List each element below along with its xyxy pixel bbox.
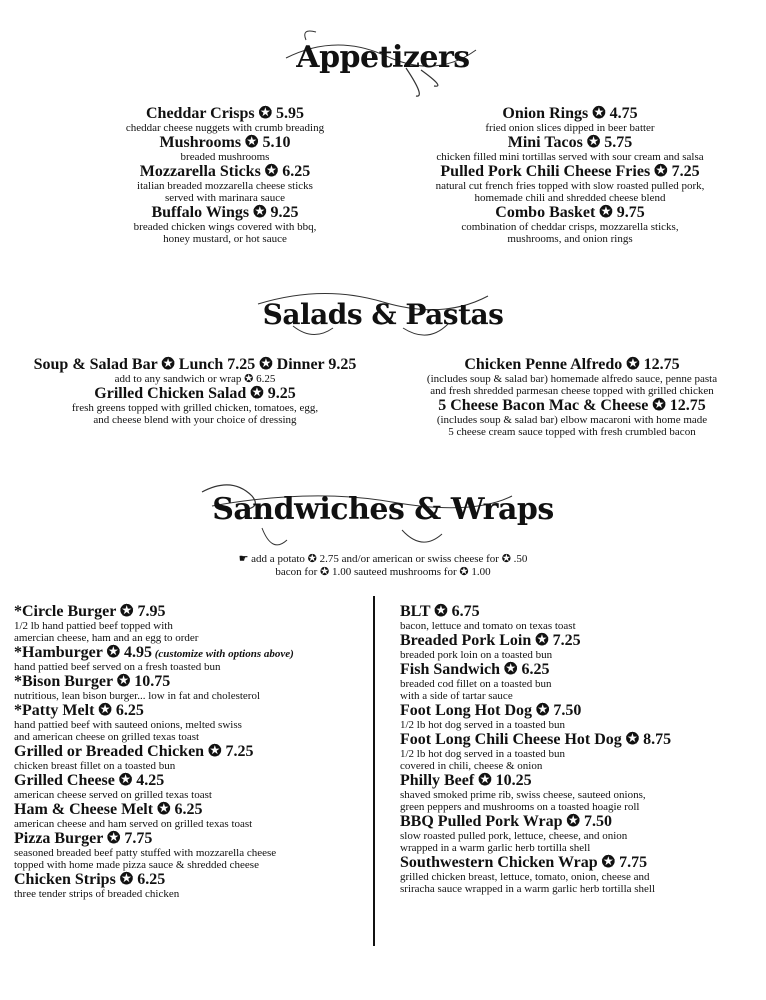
- item-name: Ham & Cheese Melt ✪ 6.25: [14, 801, 203, 818]
- item-name: Breaded Pork Loin ✪ 7.25: [400, 632, 581, 649]
- item-desc: fresh greens topped with grilled chicken, tomatoes, egg, and cheese blend with your choice of dressing: [71, 402, 319, 426]
- item-name: 5 Cheese Bacon Mac & Cheese ✪ 12.75: [438, 397, 706, 414]
- item-name: Grilled Cheese ✪ 4.25: [14, 772, 165, 789]
- item-name: *Patty Melt ✪ 6.25: [14, 702, 144, 719]
- menu-item: [395, 163, 745, 204]
- item-desc: nutritious, lean bison burger... low in fat and cholesterol: [14, 690, 261, 702]
- menu-item: [400, 813, 750, 854]
- menu-item: [400, 603, 750, 632]
- menu-item: [14, 830, 364, 871]
- menu-item: [400, 731, 750, 772]
- item-name: Foot Long Hot Dog ✪ 7.50: [400, 702, 582, 719]
- appetizers-left-column: [75, 105, 375, 245]
- menu-item: [400, 854, 750, 895]
- appetizers-right-column: [395, 105, 745, 245]
- item-desc: italian breaded mozzarella cheese sticks served with marinara sauce: [137, 180, 313, 204]
- item-desc: shaved smoked prime rib, swiss cheese, sauteed onions, green peppers and mushrooms on a toasted hoagie roll: [400, 789, 646, 813]
- item-desc: breaded pork loin on a toasted bun: [400, 649, 553, 661]
- item-name: *Circle Burger ✪ 7.95: [14, 603, 166, 620]
- item-desc: hand pattied beef with sauteed onions, melted swiss and american cheese on grilled texas toast: [14, 719, 242, 743]
- salads-heading: Salads & Pastas: [0, 298, 766, 331]
- item-name: BBQ Pulled Pork Wrap ✪ 7.50: [400, 813, 612, 830]
- salads-right-column: [392, 356, 752, 438]
- item-name: Pizza Burger ✪ 7.75: [14, 830, 153, 847]
- item-name: Grilled Chicken Salad ✪ 9.25: [94, 385, 296, 402]
- item-desc: (includes soup & salad bar) elbow macaroni with home made 5 cheese cream sauce topped with fresh crumbled bacon: [436, 414, 708, 438]
- item-name: Philly Beef ✪ 10.25: [400, 772, 532, 789]
- item-desc: breaded chicken wings covered with bbq, honey mustard, or hot sauce: [133, 221, 317, 245]
- item-desc: combination of cheddar crisps, mozzarella sticks, mushrooms, and onion rings: [461, 221, 679, 245]
- item-desc: cheddar cheese nuggets with crumb breading: [125, 122, 325, 134]
- item-desc: breaded mushrooms: [180, 151, 270, 163]
- menu-item: [14, 801, 364, 830]
- menu-item: [75, 134, 375, 163]
- item-desc: 1/2 lb hand pattied beef topped with amercian cheese, ham and an egg to order: [14, 620, 199, 644]
- item-desc: (includes soup & salad bar) homemade alfredo sauce, penne pasta and fresh shredded parmesan cheese topped with grilled chicken: [426, 373, 718, 397]
- menu-item: [10, 385, 380, 426]
- menu-item: [75, 204, 375, 245]
- menu-item: [400, 661, 750, 702]
- menu-item: [14, 644, 364, 673]
- item-name: Chicken Penne Alfredo ✪ 12.75: [464, 356, 680, 373]
- item-desc: american cheese and ham served on grilled texas toast: [14, 818, 253, 830]
- salads-left-column: [10, 356, 380, 426]
- menu-item: [75, 163, 375, 204]
- menu-item: [392, 397, 752, 438]
- item-name: Pulled Pork Chili Cheese Fries ✪ 7.25: [440, 163, 700, 180]
- item-name: Fish Sandwich ✪ 6.25: [400, 661, 550, 678]
- sandwiches-left-column: [14, 603, 364, 900]
- item-desc: seasoned breaded beef patty stuffed with mozzarella cheese topped with home made pizza sauce & shredded cheese: [14, 847, 277, 871]
- menu-item: [75, 105, 375, 134]
- item-desc: 1/2 lb hot dog served in a toasted bun covered in chili, cheese & onion: [400, 748, 565, 772]
- menu-item: [10, 356, 380, 385]
- item-name: BLT ✪ 6.75: [400, 603, 480, 620]
- item-name: Mushrooms ✪ 5.10: [159, 134, 291, 151]
- item-desc: chicken filled mini tortillas served with sour cream and salsa: [436, 151, 704, 163]
- item-desc: add to any sandwich or wrap ✪ 6.25: [114, 373, 276, 385]
- item-desc: fried onion slices dipped in beer batter: [485, 122, 655, 134]
- item-desc: three tender strips of breaded chicken: [14, 888, 180, 900]
- item-desc: 1/2 lb hot dog served in a toasted bun: [400, 719, 565, 731]
- item-name: Grilled or Breaded Chicken ✪ 7.25: [14, 743, 254, 760]
- menu-item: [395, 134, 745, 163]
- item-name: [14, 644, 364, 661]
- menu-item: [400, 632, 750, 661]
- item-name: Chicken Strips ✪ 6.25: [14, 871, 166, 888]
- item-name: Foot Long Chili Cheese Hot Dog ✪ 8.75: [400, 731, 672, 748]
- item-desc: bacon, lettuce and tomato on texas toast: [400, 620, 576, 632]
- column-divider: [373, 596, 375, 946]
- menu-item: [392, 356, 752, 397]
- item-desc: natural cut french fries topped with slow roasted pulled pork, homemade chili and shredded cheese blend: [435, 180, 705, 204]
- menu-item: [395, 204, 745, 245]
- item-name: Southwestern Chicken Wrap ✪ 7.75: [400, 854, 648, 871]
- item-desc: american cheese served on grilled texas toast: [14, 789, 212, 801]
- item-name: Onion Rings ✪ 4.75: [502, 105, 638, 122]
- menu-item: [14, 603, 364, 644]
- item-desc: grilled chicken breast, lettuce, tomato, onion, cheese and sriracha sauce wrapped in a warm garlic herb tortilla shell: [400, 871, 656, 895]
- item-name: *Bison Burger ✪ 10.75: [14, 673, 171, 690]
- addon-note-line1: ☛ add a potato ✪ 2.75 and/or american or swiss cheese for ✪ .50: [238, 553, 528, 565]
- menu-item: [395, 105, 745, 134]
- menu-item: [14, 772, 364, 801]
- menu-item: [14, 743, 364, 772]
- item-name: Soup & Salad Bar ✪ Lunch 7.25 ✪ Dinner 9.25: [33, 356, 357, 373]
- item-name: Mini Tacos ✪ 5.75: [507, 134, 633, 151]
- item-desc: chicken breast fillet on a toasted bun: [14, 760, 176, 772]
- item-desc: slow roasted pulled pork, lettuce, cheese, and onion wrapped in a warm garlic herb tortilla shell: [400, 830, 628, 854]
- menu-item: [14, 702, 364, 743]
- menu-item: [14, 871, 364, 900]
- item-name: Buffalo Wings ✪ 9.25: [151, 204, 299, 221]
- item-desc: breaded cod fillet on a toasted bun with a side of tartar sauce: [400, 678, 552, 702]
- item-name: Cheddar Crisps ✪ 5.95: [145, 105, 305, 122]
- menu-item: [400, 702, 750, 731]
- item-name-text: *Hamburger ✪ 4.95: [14, 644, 152, 661]
- addon-note-line2: bacon for ✪ 1.00 sauteed mushrooms for ✪ 1.00: [275, 566, 491, 578]
- item-name-note: (customize with options above): [152, 648, 294, 660]
- item-desc: hand pattied beef served on a fresh toasted bun: [14, 661, 221, 673]
- menu-item: [14, 673, 364, 702]
- item-name: Combo Basket ✪ 9.75: [495, 204, 645, 221]
- sandwiches-right-column: [400, 603, 750, 895]
- item-name: Mozzarella Sticks ✪ 6.25: [139, 163, 311, 180]
- appetizers-heading: Appetizers: [0, 40, 766, 75]
- sandwiches-heading: Sandwiches & Wraps: [0, 492, 766, 527]
- menu-item: [400, 772, 750, 813]
